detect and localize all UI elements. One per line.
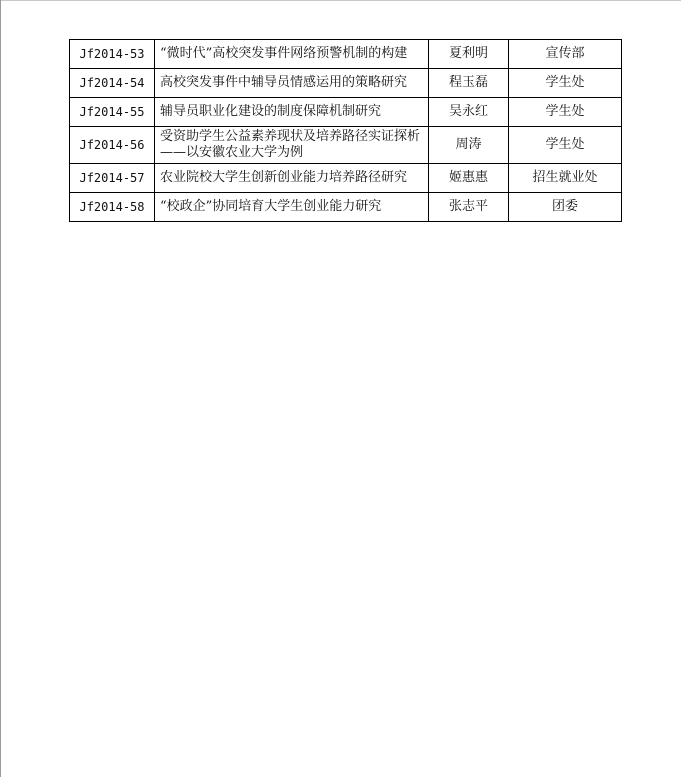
project-leader-cell: 程玉磊 xyxy=(429,69,509,98)
project-title-cell: 高校突发事件中辅导员情感运用的策略研究 xyxy=(155,69,429,98)
project-title-cell: 农业院校大学生创新创业能力培养路径研究 xyxy=(155,164,429,193)
project-department-cell: 宣传部 xyxy=(509,40,622,69)
page-left-edge xyxy=(0,0,1,777)
page-top-edge xyxy=(0,0,681,1)
project-title-cell: 辅导员职业化建设的制度保障机制研究 xyxy=(155,98,429,127)
project-table xyxy=(69,39,622,222)
project-leader-cell: 周涛 xyxy=(429,127,509,164)
project-id-cell: Jf2014-56 xyxy=(70,127,155,164)
table-row xyxy=(70,193,622,222)
project-title-cell: “微时代”高校突发事件网络预警机制的构建 xyxy=(155,40,429,69)
table-row xyxy=(70,98,622,127)
project-leader-cell: 张志平 xyxy=(429,193,509,222)
project-leader-cell: 吴永红 xyxy=(429,98,509,127)
table-row xyxy=(70,40,622,69)
project-department-cell: 学生处 xyxy=(509,69,622,98)
project-id-cell: Jf2014-54 xyxy=(70,69,155,98)
project-id-cell: Jf2014-53 xyxy=(70,40,155,69)
project-id-cell: Jf2014-58 xyxy=(70,193,155,222)
table-row xyxy=(70,127,622,164)
project-department-cell: 学生处 xyxy=(509,98,622,127)
project-title-cell: “校政企”协同培育大学生创业能力研究 xyxy=(155,193,429,222)
project-department-cell: 学生处 xyxy=(509,127,622,164)
project-title-cell: 受资助学生公益素养现状及培养路径实证探析——以安徽农业大学为例 xyxy=(155,127,429,164)
project-id-cell: Jf2014-57 xyxy=(70,164,155,193)
project-department-cell: 招生就业处 xyxy=(509,164,622,193)
project-leader-cell: 夏利明 xyxy=(429,40,509,69)
table-row xyxy=(70,164,622,193)
project-department-cell: 团委 xyxy=(509,193,622,222)
project-leader-cell: 姬惠惠 xyxy=(429,164,509,193)
project-id-cell: Jf2014-55 xyxy=(70,98,155,127)
table-row xyxy=(70,69,622,98)
